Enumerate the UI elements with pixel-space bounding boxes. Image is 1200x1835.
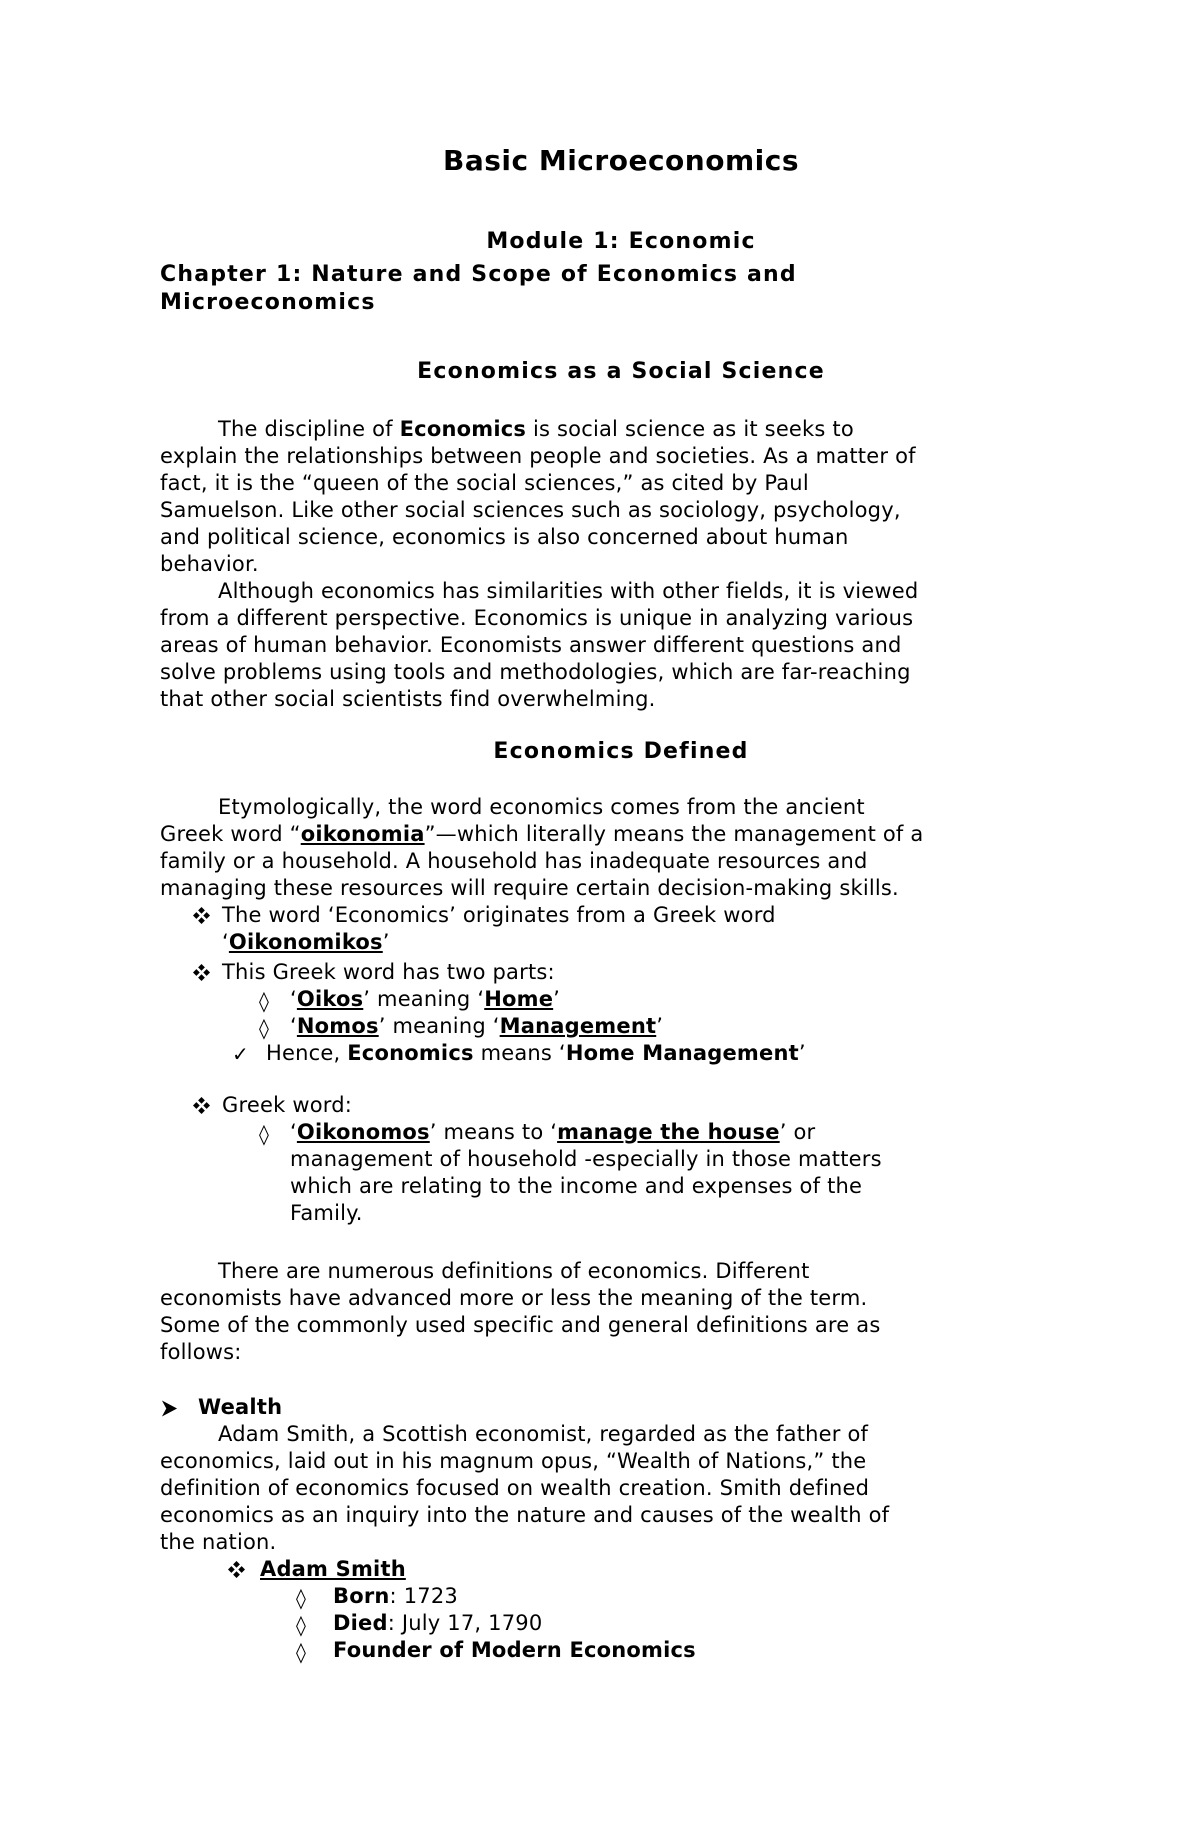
section-heading-social-science-text: Economics as a Social Science (417, 359, 825, 384)
bullet-oikos-text: ‘Oikos’ meaning ‘Home’ (290, 987, 561, 1011)
diamond-cross-icon (193, 1097, 210, 1114)
bullet-founder-text: Founder of Modern Economics (333, 1638, 696, 1662)
bullet-adam-smith (160, 1556, 1082, 1583)
bullet-word-economics (160, 902, 1082, 956)
bullet-nomos (160, 1013, 1082, 1040)
chapter-heading (160, 261, 1082, 317)
doc-title (160, 145, 1082, 177)
bullet-nomos-text: ‘Nomos’ meaning ‘Management’ (290, 1014, 664, 1038)
para-discipline-text: The discipline of Economics is social science as it seeks to explain the relationships between people and societies. As a matter of fact, it is the “queen of the social sciences,” as cited by Paul Samuelson. Like other social sciences such as sociology, psychology, and political science, economics is also concerned about human behavior. (160, 417, 916, 576)
bullet-hence-text: Hence, Economics means ‘Home Management’ (266, 1041, 806, 1065)
doc-title-text: Basic Microeconomics (443, 144, 799, 177)
diamond-cross-icon (228, 1561, 245, 1578)
lozenge-icon: ◊ (296, 1640, 307, 1664)
bullet-oikonomos (160, 1119, 1082, 1227)
arrowhead-icon (161, 1400, 178, 1417)
bullet-oikonomos-text: ‘Oikonomos’ means to ‘manage the house’ or management of household -especially in those matters which are relating to the income and expenses of the Family. (290, 1120, 882, 1225)
para-definitions (160, 1258, 1082, 1366)
lozenge-icon: ◊ (259, 1122, 270, 1146)
chapter-heading-text: Chapter 1: Nature and Scope of Economics and Microeconomics (160, 262, 797, 315)
section-heading-economics-defined-text: Economics Defined (493, 739, 749, 764)
bullet-founder (160, 1637, 1082, 1664)
bullet-died-text: Died: July 17, 1790 (333, 1611, 543, 1635)
bullet-born-text: Born: 1723 (333, 1584, 458, 1608)
bullet-greek-word-text: Greek word: (222, 1093, 353, 1117)
section-heading-social-science (160, 358, 1082, 386)
lozenge-icon: ◊ (296, 1586, 307, 1610)
lozenge-icon: ◊ (259, 989, 270, 1013)
bullet-wealth (160, 1394, 1082, 1421)
bullet-word-economics-text: The word ‘Economics’ originates from a Greek word ‘Oikonomikos’ (222, 903, 776, 954)
bullet-greek-two-parts-text: This Greek word has two parts: (222, 960, 555, 984)
diamond-cross-icon (193, 907, 210, 924)
bullet-died (160, 1610, 1082, 1637)
check-icon: ✓ (232, 1042, 249, 1066)
bullet-adam-smith-text: Adam Smith (260, 1557, 406, 1581)
bullet-wealth-text: Wealth (198, 1395, 283, 1419)
para-definitions-text: There are numerous definitions of economics. Different economists have advanced more or less the meaning of the term. Some of the commonly used specific and general definitions are as follows: (160, 1259, 881, 1364)
bullet-born (160, 1583, 1082, 1610)
bullet-greek-two-parts (160, 959, 1082, 986)
para-although (160, 578, 1082, 713)
bullet-hence (160, 1040, 1082, 1067)
module-heading (160, 228, 1082, 256)
para-adam-smith (160, 1421, 1082, 1556)
bullet-greek-word (160, 1092, 1082, 1119)
bullet-oikos (160, 986, 1082, 1013)
lozenge-icon: ◊ (296, 1613, 307, 1637)
section-heading-economics-defined (160, 738, 1082, 766)
diamond-cross-icon (193, 964, 210, 981)
para-etymology-text: Etymologically, the word economics comes from the ancient Greek word “oikonomia”—which literally means the management of a family or a household. A household has inadequate resources and managing these resources will require certain decision-making skills. (160, 795, 924, 900)
para-etymology (160, 794, 1082, 902)
module-heading-text: Module 1: Economic (486, 229, 756, 254)
para-discipline (160, 416, 1082, 578)
para-adam-smith-text: Adam Smith, a Scottish economist, regarded as the father of economics, laid out in his magnum opus, “Wealth of Nations,” the definition of economics focused on wealth creation. Smith defined economics as an inquiry into the nature and causes of the wealth of the nation. (160, 1422, 890, 1554)
lozenge-icon: ◊ (259, 1016, 270, 1040)
para-although-text: Although economics has similarities with other fields, it is viewed from a different perspective. Economics is unique in analyzing various areas of human behavior. Economists answer different questions and solve problems using tools and methodologies, which are far-reaching that other social scientists find overwhelming. (160, 579, 919, 711)
